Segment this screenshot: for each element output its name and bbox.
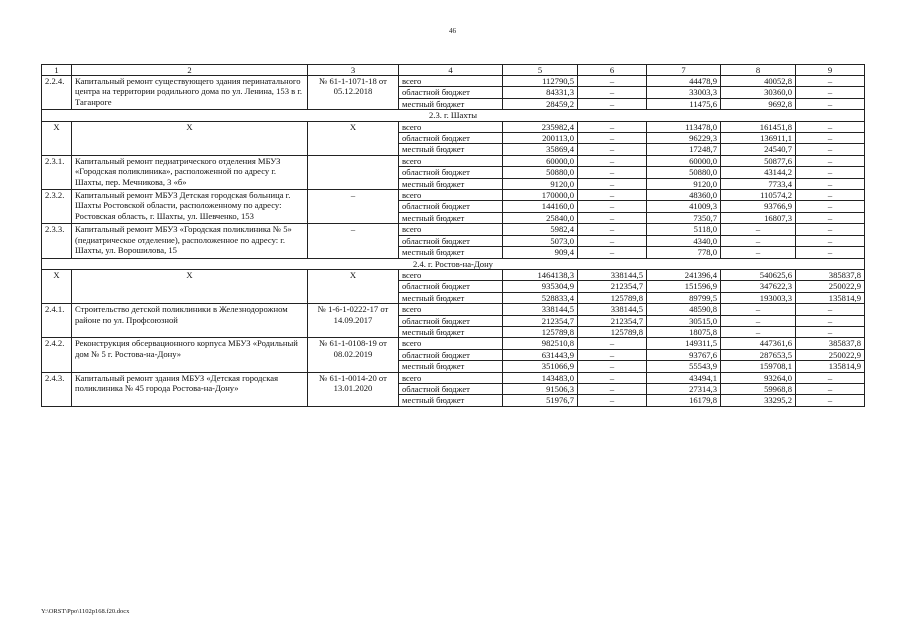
amount-cell: 212354,7 <box>578 315 647 326</box>
amount-cell: 149311,5 <box>647 338 721 349</box>
amount-cell: 144160,0 <box>503 201 578 212</box>
item-name: Х <box>72 121 308 155</box>
item-number: Х <box>42 269 72 303</box>
amount-cell: 25840,0 <box>503 212 578 223</box>
amount-cell: – <box>796 98 865 109</box>
funding-source-label: областной бюджет <box>399 315 503 326</box>
amount-cell: 44478,9 <box>647 76 721 87</box>
amount-cell: – <box>796 133 865 144</box>
item-number: 2.3.1. <box>42 155 72 189</box>
amount-cell: – <box>578 144 647 155</box>
item-name: Капитальный ремонт существующего здания перинатального центра на территории родильного дома по ул. Ленина, 153 в г. Таганроге <box>72 76 308 110</box>
funding-source-label: областной бюджет <box>399 133 503 144</box>
amount-cell: – <box>796 326 865 337</box>
amount-cell: – <box>721 235 796 246</box>
item-name: Строительство детской поликлиники в Железнодорожном районе по ул. Профсоюзной <box>72 304 308 338</box>
header-cell: 4 <box>399 65 503 76</box>
header-cell: 9 <box>796 65 865 76</box>
table-row <box>42 155 865 166</box>
amount-cell: 4340,0 <box>647 235 721 246</box>
funding-source-label: местный бюджет <box>399 98 503 109</box>
amount-cell: 631443,9 <box>503 349 578 360</box>
funding-source-label: местный бюджет <box>399 292 503 303</box>
amount-cell: 84331,3 <box>503 87 578 98</box>
amount-cell: 9120,0 <box>647 178 721 189</box>
amount-cell: – <box>578 235 647 246</box>
amount-cell: – <box>578 87 647 98</box>
funding-source-label: областной бюджет <box>399 281 503 292</box>
amount-cell: – <box>578 361 647 372</box>
amount-cell: 136911,1 <box>721 133 796 144</box>
item-document: № 1-6-1-0222-17 от 14.09.2017 <box>308 304 399 338</box>
header-cell: 7 <box>647 65 721 76</box>
section-row <box>42 110 865 121</box>
amount-cell: 351066,9 <box>503 361 578 372</box>
amount-cell: – <box>578 201 647 212</box>
amount-cell: 41009,3 <box>647 201 721 212</box>
amount-cell: – <box>796 224 865 235</box>
page-number: 46 <box>449 27 456 35</box>
item-name: Реконструкция обсервационного корпуса МБУЗ «Родильный дом № 5 г. Ростова-на-Дону» <box>72 338 308 372</box>
amount-cell: 16179,8 <box>647 395 721 406</box>
table-body <box>42 65 865 407</box>
funding-source-label: местный бюджет <box>399 212 503 223</box>
amount-cell: – <box>578 76 647 87</box>
amount-cell: 28459,2 <box>503 98 578 109</box>
amount-cell: 151596,9 <box>647 281 721 292</box>
funding-source-label: местный бюджет <box>399 361 503 372</box>
amount-cell: 16807,3 <box>721 212 796 223</box>
amount-cell: 48590,8 <box>647 304 721 315</box>
amount-cell: – <box>578 190 647 201</box>
funding-source-label: всего <box>399 121 503 132</box>
amount-cell: 161451,8 <box>721 121 796 132</box>
amount-cell: 60000,0 <box>503 155 578 166</box>
item-document: Х <box>308 269 399 303</box>
item-number: Х <box>42 121 72 155</box>
amount-cell: – <box>796 315 865 326</box>
amount-cell: 40052,8 <box>721 76 796 87</box>
amount-cell: – <box>578 383 647 394</box>
section-row <box>42 258 865 269</box>
amount-cell: 110574,2 <box>721 190 796 201</box>
amount-cell: 93767,6 <box>647 349 721 360</box>
amount-cell: 96229,3 <box>647 133 721 144</box>
item-number: 2.4.3. <box>42 372 72 406</box>
amount-cell: 43144,2 <box>721 167 796 178</box>
amount-cell: 43494,1 <box>647 372 721 383</box>
amount-cell: – <box>796 201 865 212</box>
amount-cell: – <box>578 224 647 235</box>
amount-cell: 125789,8 <box>503 326 578 337</box>
amount-cell: 18075,8 <box>647 326 721 337</box>
header-row <box>42 65 865 76</box>
header-cell: 3 <box>308 65 399 76</box>
item-document: – <box>308 224 399 258</box>
funding-source-label: областной бюджет <box>399 167 503 178</box>
amount-cell: 60000,0 <box>647 155 721 166</box>
funding-source-label: местный бюджет <box>399 395 503 406</box>
amount-cell: 540625,6 <box>721 269 796 280</box>
table-row <box>42 190 865 201</box>
amount-cell: 159708,1 <box>721 361 796 372</box>
amount-cell: – <box>578 212 647 223</box>
table-row <box>42 372 865 383</box>
amount-cell: 93264,0 <box>721 372 796 383</box>
amount-cell: – <box>578 178 647 189</box>
item-name: Капитальный ремонт МБУЗ Детская городская больница г. Шахты Ростовской области, расположенному по адресу: Ростовская область, г. Шахты, ул. Шевченко, 153 <box>72 190 308 224</box>
table-row <box>42 304 865 315</box>
amount-cell: 9692,8 <box>721 98 796 109</box>
amount-cell: – <box>796 178 865 189</box>
funding-source-label: областной бюджет <box>399 383 503 394</box>
amount-cell: 7733,4 <box>721 178 796 189</box>
amount-cell: 528833,4 <box>503 292 578 303</box>
amount-cell: 51976,7 <box>503 395 578 406</box>
item-name: Капитальный ремонт здания МБУЗ «Детская городская поликлиника № 45 города Ростова-на-Дону» <box>72 372 308 406</box>
amount-cell: 48360,0 <box>647 190 721 201</box>
amount-cell: – <box>721 247 796 258</box>
amount-cell: 125789,8 <box>578 326 647 337</box>
table-row <box>42 76 865 87</box>
amount-cell: – <box>796 304 865 315</box>
funding-source-label: местный бюджет <box>399 178 503 189</box>
item-number: 2.3.3. <box>42 224 72 258</box>
header-cell: 5 <box>503 65 578 76</box>
amount-cell: – <box>578 338 647 349</box>
table-row <box>42 338 865 349</box>
amount-cell: 9120,0 <box>503 178 578 189</box>
amount-cell: – <box>578 349 647 360</box>
item-name: Х <box>72 269 308 303</box>
item-number: 2.4.2. <box>42 338 72 372</box>
amount-cell: 135814,9 <box>796 361 865 372</box>
funding-source-label: всего <box>399 304 503 315</box>
amount-cell: 50880,0 <box>647 167 721 178</box>
amount-cell: 5073,0 <box>503 235 578 246</box>
amount-cell: 17248,7 <box>647 144 721 155</box>
amount-cell: 170000,0 <box>503 190 578 201</box>
amount-cell: – <box>796 383 865 394</box>
item-name: Капитальный ремонт МБУЗ «Городская поликлиника № 5» (педиатрическое отделение), расположенное по адресу: г. Шахты, ул. Ворошилова, 15 <box>72 224 308 258</box>
amount-cell: – <box>796 155 865 166</box>
amount-cell: 59968,8 <box>721 383 796 394</box>
amount-cell: – <box>796 144 865 155</box>
item-number: 2.4.1. <box>42 304 72 338</box>
funding-source-label: всего <box>399 224 503 235</box>
amount-cell: 347622,3 <box>721 281 796 292</box>
amount-cell: – <box>796 395 865 406</box>
funding-source-label: всего <box>399 372 503 383</box>
amount-cell: 250022,9 <box>796 281 865 292</box>
amount-cell: 112790,5 <box>503 76 578 87</box>
amount-cell: – <box>796 372 865 383</box>
item-number: 2.2.4. <box>42 76 72 110</box>
amount-cell: – <box>796 247 865 258</box>
funding-source-label: областной бюджет <box>399 349 503 360</box>
amount-cell: 338144,5 <box>578 304 647 315</box>
amount-cell: – <box>796 121 865 132</box>
funding-source-label: всего <box>399 338 503 349</box>
amount-cell: – <box>721 304 796 315</box>
amount-cell: 338144,5 <box>578 269 647 280</box>
amount-cell: 212354,7 <box>503 315 578 326</box>
amount-cell: 287653,5 <box>721 349 796 360</box>
funding-source-label: местный бюджет <box>399 326 503 337</box>
table-row <box>42 224 865 235</box>
amount-cell: 135814,9 <box>796 292 865 303</box>
amount-cell: 11475,6 <box>647 98 721 109</box>
amount-cell: 385837,8 <box>796 269 865 280</box>
amount-cell: – <box>578 247 647 258</box>
amount-cell: 200113,0 <box>503 133 578 144</box>
funding-source-label: областной бюджет <box>399 201 503 212</box>
amount-cell: 909,4 <box>503 247 578 258</box>
funding-source-label: местный бюджет <box>399 144 503 155</box>
amount-cell: 212354,7 <box>578 281 647 292</box>
funding-source-label: всего <box>399 155 503 166</box>
table-row <box>42 121 865 132</box>
amount-cell: – <box>796 87 865 98</box>
item-number: 2.3.2. <box>42 190 72 224</box>
amount-cell: – <box>796 212 865 223</box>
amount-cell: – <box>796 167 865 178</box>
amount-cell: 30515,0 <box>647 315 721 326</box>
funding-source-label: местный бюджет <box>399 247 503 258</box>
header-cell: 2 <box>72 65 308 76</box>
amount-cell: – <box>578 155 647 166</box>
amount-cell: 93766,9 <box>721 201 796 212</box>
amount-cell: 1464138,3 <box>503 269 578 280</box>
amount-cell: 33295,2 <box>721 395 796 406</box>
amount-cell: – <box>578 98 647 109</box>
amount-cell: – <box>796 190 865 201</box>
amount-cell: 385837,8 <box>796 338 865 349</box>
footer-file-path: Y:\ORST\Ppo\1102p168.f20.docx <box>41 608 130 615</box>
funding-source-label: всего <box>399 269 503 280</box>
budget-table <box>41 64 865 407</box>
amount-cell: – <box>721 224 796 235</box>
amount-cell: 24540,7 <box>721 144 796 155</box>
amount-cell: 27314,3 <box>647 383 721 394</box>
amount-cell: 30360,0 <box>721 87 796 98</box>
amount-cell: 235982,4 <box>503 121 578 132</box>
amount-cell: – <box>578 372 647 383</box>
item-document: – <box>308 190 399 224</box>
amount-cell: 50877,6 <box>721 155 796 166</box>
amount-cell: 50880,0 <box>503 167 578 178</box>
amount-cell: 5118,0 <box>647 224 721 235</box>
amount-cell: 125789,8 <box>578 292 647 303</box>
amount-cell: 447361,6 <box>721 338 796 349</box>
table-row <box>42 269 865 280</box>
section-title: 2.3. г. Шахты <box>42 110 865 121</box>
item-document: № 61-1-0014-20 от 13.01.2020 <box>308 372 399 406</box>
amount-cell: 143483,0 <box>503 372 578 383</box>
amount-cell: – <box>578 395 647 406</box>
amount-cell: – <box>796 76 865 87</box>
funding-source-label: областной бюджет <box>399 235 503 246</box>
item-name: Капитальный ремонт педиатрического отделения МБУЗ «Городская поликлиника», расположенной по адресу г. Шахты, пер. Мечникова, 3 «б» <box>72 155 308 189</box>
amount-cell: 33003,3 <box>647 87 721 98</box>
amount-cell: 241396,4 <box>647 269 721 280</box>
amount-cell: – <box>578 121 647 132</box>
amount-cell: 778,0 <box>647 247 721 258</box>
amount-cell: 982510,8 <box>503 338 578 349</box>
amount-cell: 89799,5 <box>647 292 721 303</box>
item-document: № 61-1-0108-19 от 08.02.2019 <box>308 338 399 372</box>
amount-cell: 5982,4 <box>503 224 578 235</box>
amount-cell: 55543,9 <box>647 361 721 372</box>
section-title: 2.4. г. Ростов-на-Дону <box>42 258 865 269</box>
amount-cell: 113478,0 <box>647 121 721 132</box>
funding-source-label: всего <box>399 76 503 87</box>
amount-cell: – <box>578 167 647 178</box>
amount-cell: 935304,9 <box>503 281 578 292</box>
amount-cell: – <box>721 326 796 337</box>
item-document <box>308 155 399 189</box>
funding-source-label: областной бюджет <box>399 87 503 98</box>
header-cell: 6 <box>578 65 647 76</box>
header-cell: 1 <box>42 65 72 76</box>
amount-cell: 338144,5 <box>503 304 578 315</box>
amount-cell: 250022,9 <box>796 349 865 360</box>
funding-source-label: всего <box>399 190 503 201</box>
amount-cell: 91506,3 <box>503 383 578 394</box>
item-document: № 61-1-1071-18 от 05.12.2018 <box>308 76 399 110</box>
item-document: Х <box>308 121 399 155</box>
amount-cell: – <box>796 235 865 246</box>
amount-cell: – <box>721 315 796 326</box>
amount-cell: – <box>578 133 647 144</box>
amount-cell: 193003,3 <box>721 292 796 303</box>
amount-cell: 35869,4 <box>503 144 578 155</box>
header-cell: 8 <box>721 65 796 76</box>
amount-cell: 7350,7 <box>647 212 721 223</box>
